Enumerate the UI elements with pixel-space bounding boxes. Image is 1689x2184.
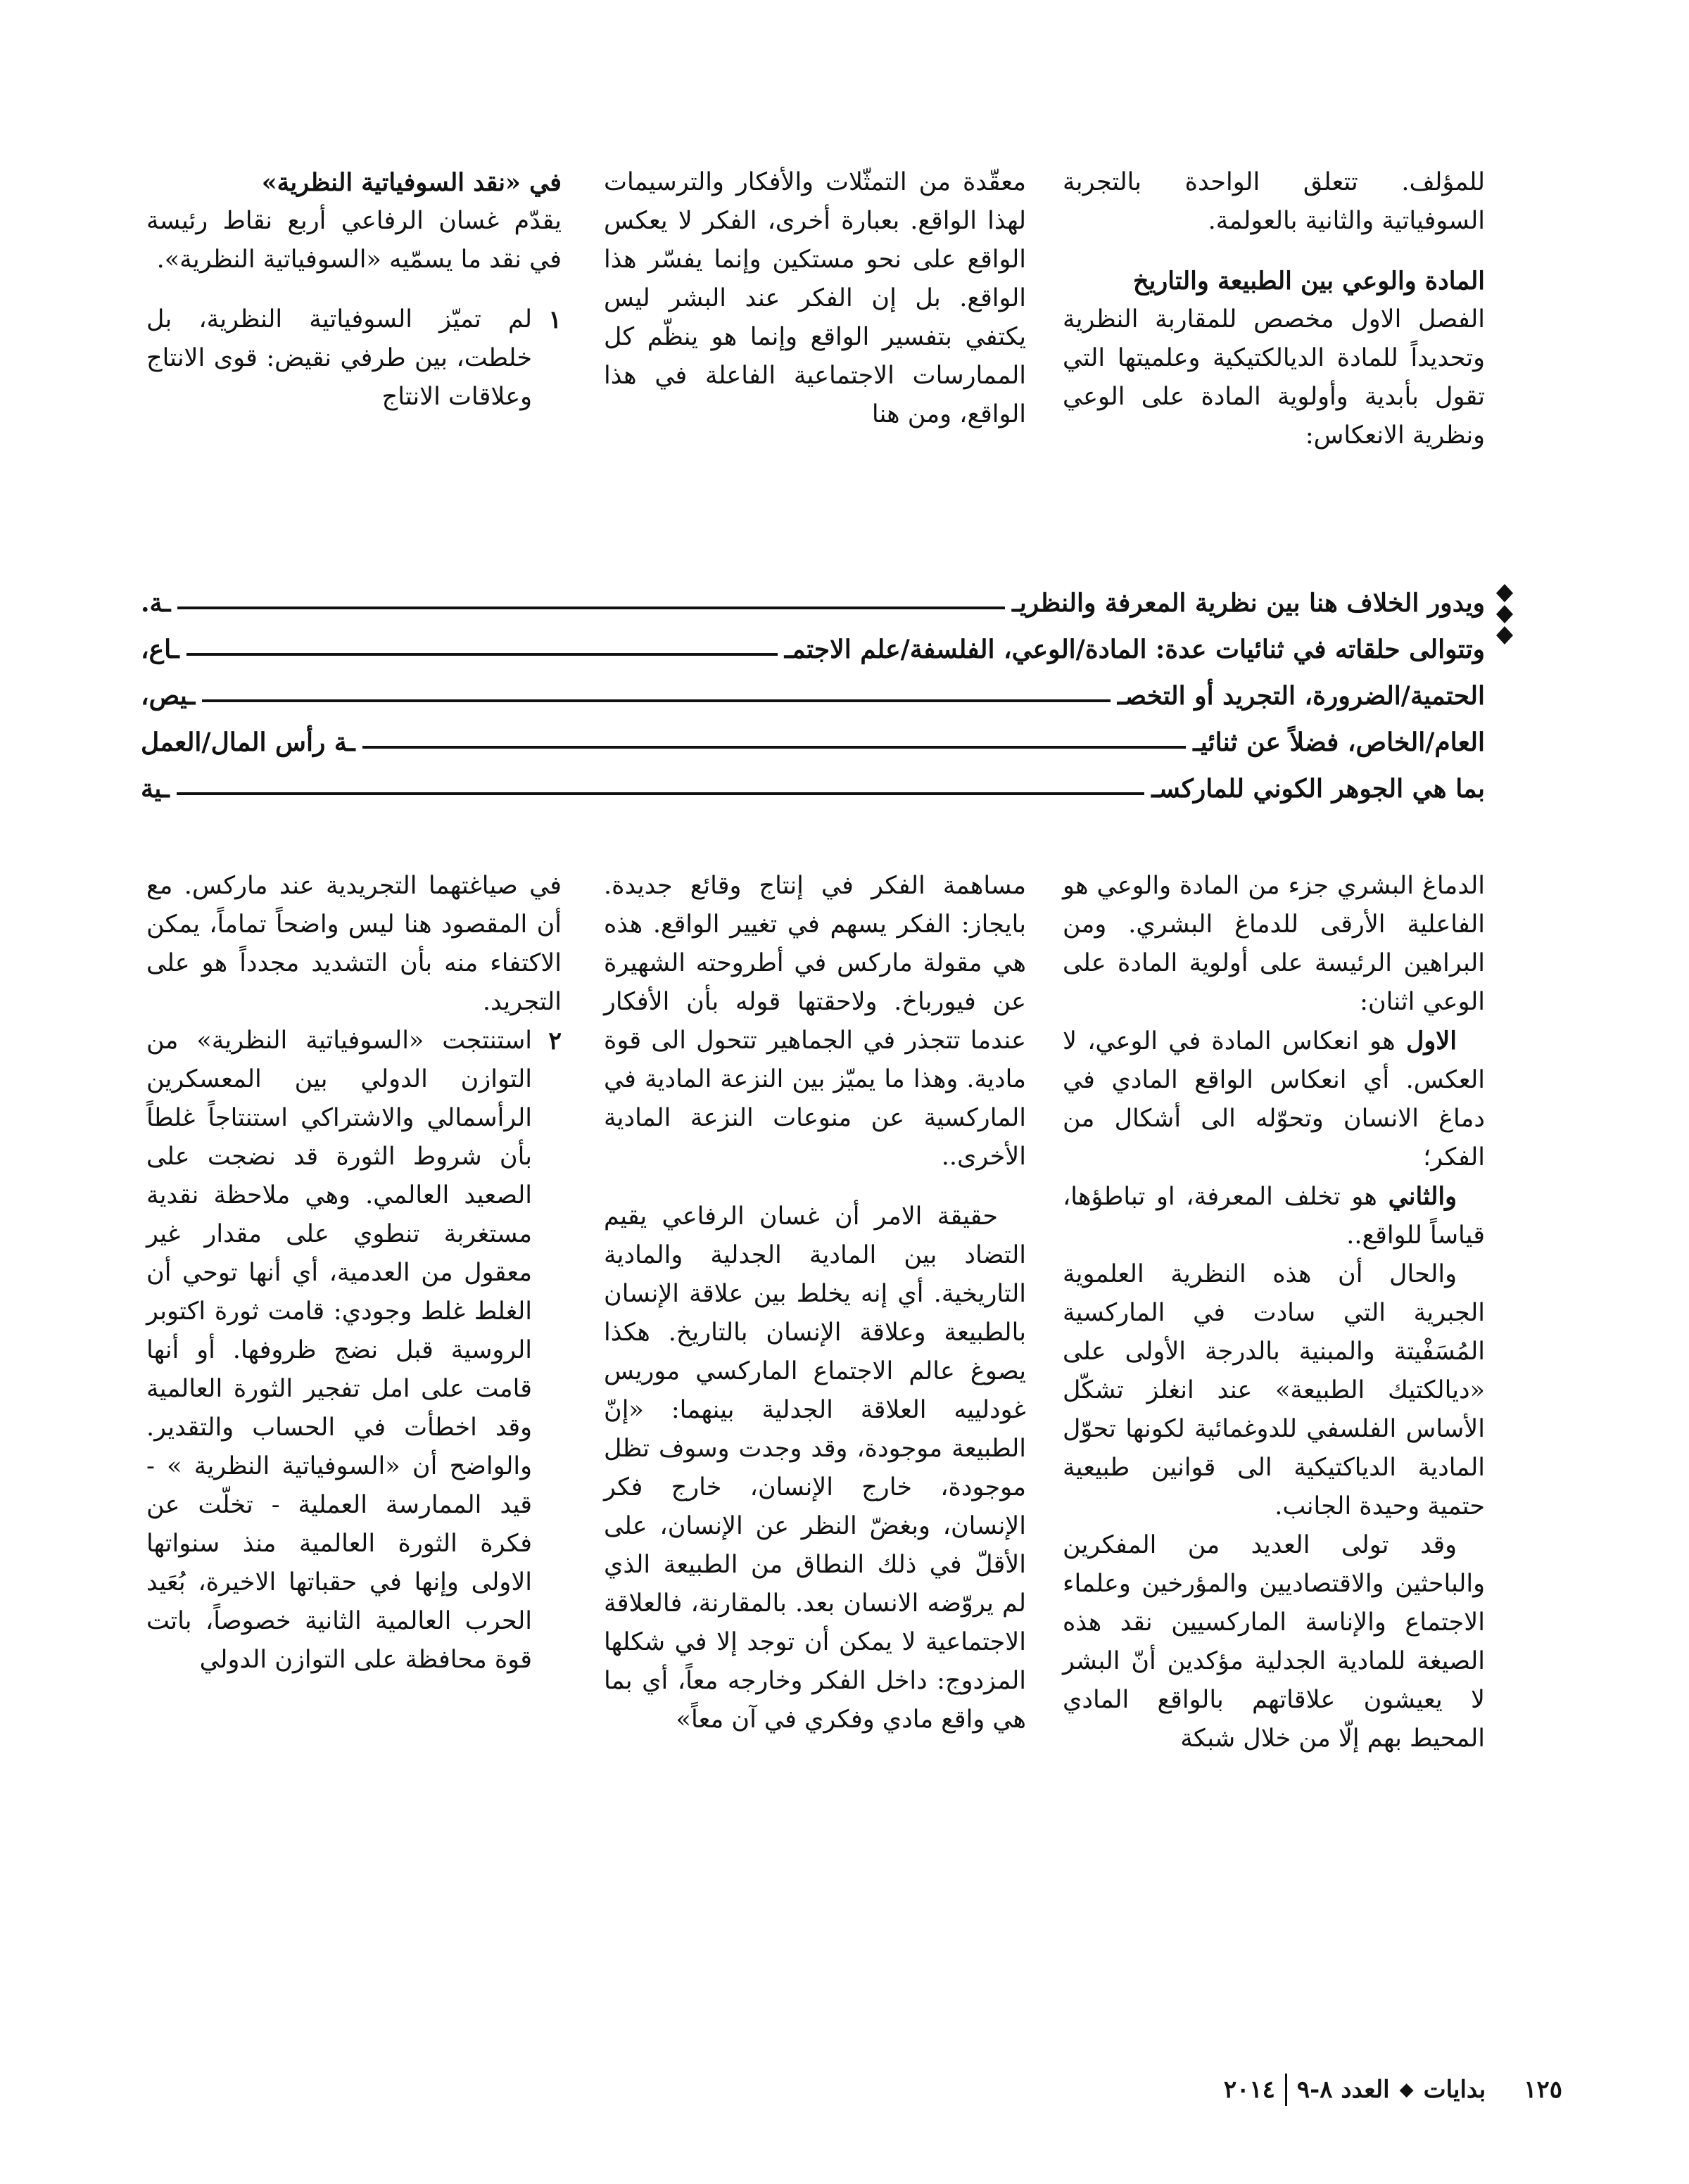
top-left-column xyxy=(146,163,562,417)
quote-rule xyxy=(177,607,1005,609)
item-text: استنتجت «السوفياتية النظرية» من التوازن الدولي بين المعسكرين الرأسمالي والاشتراكي استنتاجاً غلطاً بأن شروط الثورة قد نضجت على الصعيد العالمي. وهي ملاحظة نقدية مستغربة تنطوي على مقدار غير معقول من العدمية، أي أنها توحي أن الغلط غلط وجودي: قامت ثورة اكتوبر الروسية قبل نضج ظروفها. أو أنها قامت على امل تفجير الثورة العالمية وقد اخطأت في الحساب والتقدير. والواضح أن «السوفياتية النظرية » - قيد الممارسة العملية - تخلّت عن فكرة الثورة العالمية منذ سنواتها الاولى وإنها في حقباتها الاخيرة، بُعَيد الحرب العالمية الثانية خصوصاً، باتت قوة محافظة على التوازن الدولي xyxy=(146,1027,532,1674)
bottom-left-column xyxy=(146,867,562,1680)
quote-rule xyxy=(186,653,778,656)
top-middle-column xyxy=(604,163,1026,434)
top-right-column xyxy=(1063,163,1485,455)
section-heading: المادة والوعي بين الطبيعة والتاريخ xyxy=(1133,267,1485,296)
paragraph: للمؤلف. تتعلق الواحدة بالتجربة السوفياتية والثانية بالعولمة. xyxy=(1063,168,1485,235)
numbered-item xyxy=(146,300,562,417)
quote-rule xyxy=(202,699,1111,702)
issue-number: العدد ٨-٩ xyxy=(1296,2076,1390,2104)
page-number: ١٢٥ xyxy=(1524,2076,1562,2104)
bottom-middle-column xyxy=(604,867,1026,1739)
paragraph: يقدّم غسان الرفاعي أربع نقاط رئيسة في نقد ما يسمّيه «السوفياتية النظرية». xyxy=(146,207,562,274)
pull-quote-line: العام/الخاص، فضلاً عن ثنائيـ ـة رأس المال/العمل xyxy=(141,728,1485,757)
paragraph: معقّدة من التمثّلات والأفكار والترسيمات لهذا الواقع. بعبارة أخرى، الفكر لا يعكس الواقع على نحو مستكين وإنما يفسّر هذا الواقع. بل إن الفكر عند البشر ليس يكتفي بتفسير الواقع وإنما هو ينظّم كل الممارسات الاجتماعية الفاعلة في هذا الواقع، ومن هنا xyxy=(604,168,1026,428)
magazine-name: بدايات xyxy=(1423,2076,1486,2104)
paragraph: حقيقة الامر أن غسان الرفاعي يقيم التضاد بين المادية الجدلية والمادية التاريخية. أي إنه يخلط بين علاقة الإنسان بالطبيعة وعلاقة الإنسان بالتاريخ. هكذا يصوغ عالم الاجتماع الماركسي موريس غودلييه العلاقة الجدلية بينهما: «إنّ الطبيعة موجودة، وقد وجدت وسوف تظل موجودة، خارج الإنسان، خارج فكر الإنسان، وبغضّ النظر عن الإنسان، على الأقلّ في ذلك النطاق من الطبيعة الذي لم يروّضه الانسان بعد. بالمقارنة، فالعلاقة الاجتماعية لا يمكن أن توجد إلا في شكلها المزدوج: داخل الفكر وخارجه معاً، أي بما هي واقع مادي وفكري في آن معاً» xyxy=(604,1202,1026,1734)
paragraph: مساهمة الفكر في إنتاج وقائع جديدة. بايجاز: الفكر يسهم في تغيير الواقع. هذه هي مقولة ماركس في أطروحته الشهيرة عن فيورباخ. ولاحقتها قوله بأن الأفكار عندما تتجذر في الجماهير تتحول الى قوة مادية. وهذا ما يميّز بين النزعة المادية في الماركسية عن منوعات النزعة المادية الأخرى.. xyxy=(604,872,1026,1171)
footer-divider xyxy=(1285,2074,1287,2106)
paragraph: الفصل الاول مخصص للمقاربة النظرية وتحديداً للمادة الديالكتيكية وعلميتها التي تقول بأبدية وأولوية المادة على الوعي ونظرية الانعكاس: xyxy=(1063,305,1485,450)
page-footer xyxy=(1168,2069,1562,2111)
issue-year: ٢٠١٤ xyxy=(1223,2076,1275,2104)
item-text: لم تميّز السوفياتية النظرية، بل خلطت، بين طرفي نقيض: قوى الانتاج وعلاقات الانتاج xyxy=(146,305,532,411)
quote-rule xyxy=(177,792,1144,795)
item-number: ٢ xyxy=(548,1027,562,1055)
pull-quote-line: بما هي الجوهر الكوني للماركسـ ـية xyxy=(141,774,1485,804)
point-label: الاول xyxy=(1405,1027,1457,1055)
quote-rule xyxy=(362,746,1187,749)
numbered-item xyxy=(146,1022,562,1680)
bottom-right-column xyxy=(1063,867,1485,1758)
pull-quote xyxy=(141,577,1485,809)
paragraph: وقد تولى العديد من المفكرين والباحثين والاقتصاديين والمؤرخين وعلماء الاجتماع والإناسة الماركسيين نقد هذه الصيغة للمادية الجدلية مؤكدين أنّ البشر لا يعيشون علاقاتهم بالواقع المادي المحيط بهم إلّا من خلال شبكة xyxy=(1063,1531,1485,1753)
paragraph: والثاني هو تخلف المعرفة، او تباطؤها، قياساً للواقع.. xyxy=(1063,1182,1485,1250)
paragraph: الدماغ البشري جزء من المادة والوعي هو الفاعلية الأرقى للدماغ البشري. ومن البراهين الرئيسة على أولوية المادة على الوعي اثنان: xyxy=(1063,872,1485,1016)
pull-quote-line: الحتمية/الضرورة، التجريد أو التخصـ ـيص، xyxy=(141,681,1485,711)
pull-quote-line: وتتوالى حلقاته في ثنائيات عدة: المادة/الوعي، الفلسفة/علم الاجتمـ ـاع، xyxy=(141,635,1485,664)
paragraph: والحال أن هذه النظرية العلموية الجبرية التي سادت في الماركسية المُسَفْيتة والمبنية بالدرجة الأولى على «ديالكتيك الطبيعة» عند انغلز تشكّل الأساس الفلسفي للدوغمائية لكونها تحوّل المادية الدياكتيكية الى قوانين طبيعية حتمية وحيدة الجانب. xyxy=(1063,1260,1485,1520)
pull-quote-line: ويدور الخلاف هنا بين نظرية المعرفة والنظريـ ـة. xyxy=(141,588,1485,618)
quote-diamond-icon xyxy=(1491,583,1519,646)
section-heading: في «نقد السوفياتية النظرية» xyxy=(261,168,562,197)
point-label: والثاني xyxy=(1388,1182,1457,1211)
diamond-icon: ◆ xyxy=(1399,2079,1414,2100)
paragraph: في صياغتهما التجريدية عند ماركس. مع أن المقصود هنا ليس واضحاً تماماً، يمكن الاكتفاء منه بأن التشديد مجدداً هو على التجريد. xyxy=(146,872,562,1016)
paragraph: الاول هو انعكاس المادة في الوعي، لا العكس. أي انعكاس الواقع المادي في دماغ الانسان وتحوّله الى أشكال من الفكر؛ xyxy=(1063,1027,1485,1172)
item-number: ١ xyxy=(548,305,562,334)
